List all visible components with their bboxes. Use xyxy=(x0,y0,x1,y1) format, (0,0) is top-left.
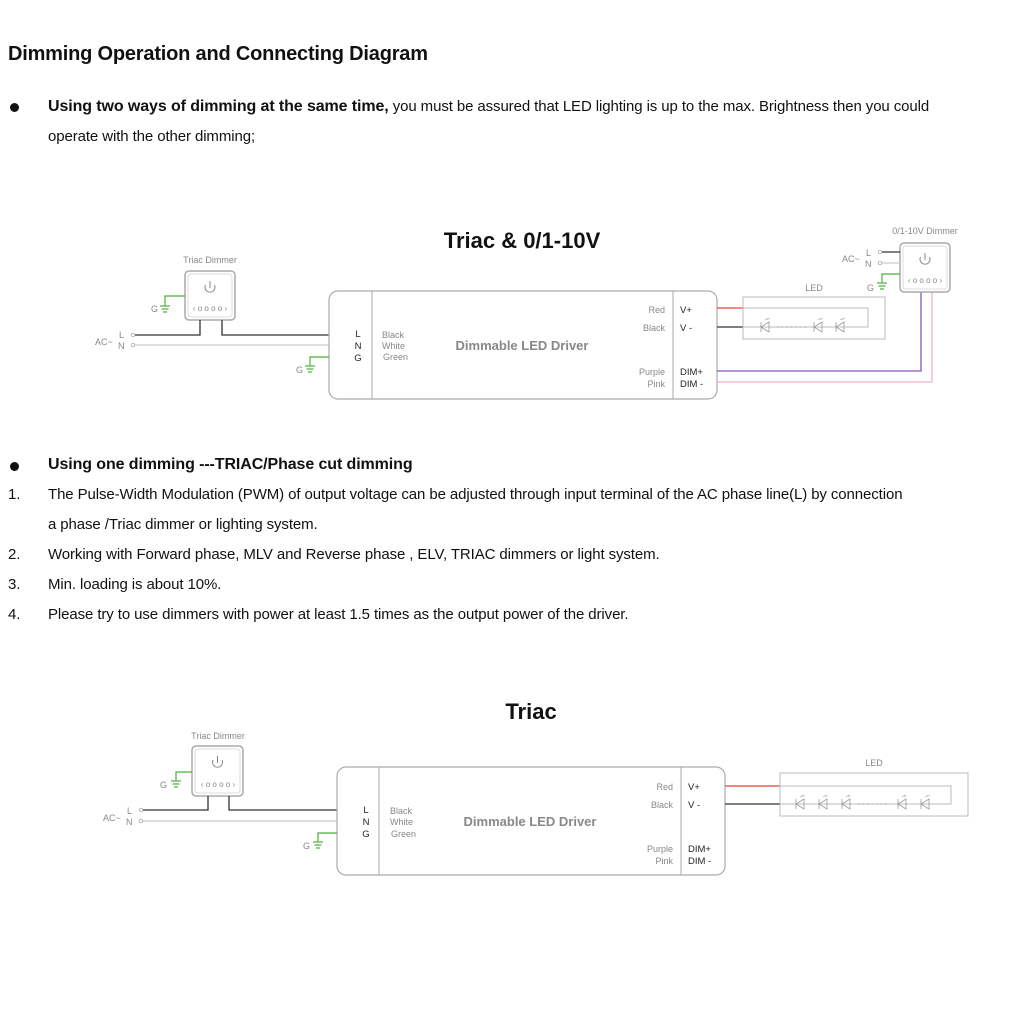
terminal-g: G xyxy=(362,829,370,840)
ground-icon xyxy=(877,283,887,289)
ground-icon xyxy=(160,306,170,312)
ground-label: G xyxy=(160,780,168,790)
list-item: Please try to use dimmers with power at least 1.5 times as the output power of the driver. xyxy=(48,606,629,623)
led-strip xyxy=(743,283,885,339)
terminal-v-minus: V - xyxy=(680,323,693,334)
ground-label: G xyxy=(867,283,875,293)
section1-text-cont: operate with the other dimming; xyxy=(48,128,256,145)
ground-label: G xyxy=(151,304,159,314)
terminal-l: L xyxy=(363,805,369,816)
wire-color-pink: Pink xyxy=(655,856,673,866)
led-strip xyxy=(780,758,968,816)
ac-label: AC~ xyxy=(842,254,860,264)
page-title: Dimming Operation and Connecting Diagram xyxy=(8,43,428,65)
wire-color-black: Black xyxy=(650,800,673,810)
l-label: L xyxy=(127,806,133,816)
wire-color-green: Green xyxy=(383,352,409,362)
ground-icon xyxy=(171,781,181,787)
wire-color-black: Black xyxy=(390,806,413,816)
l-label: L xyxy=(866,248,872,258)
ground-icon xyxy=(305,366,315,372)
0-10v-dimmer-label: 0/1-10V Dimmer xyxy=(892,226,958,236)
ground-label: G xyxy=(303,841,311,851)
driver-label: Dimmable LED Driver xyxy=(463,814,597,829)
terminal-dim-plus: DIM+ xyxy=(680,367,703,378)
0-10v-dimmer xyxy=(892,226,958,292)
section1-bold: Using two ways of dimming at the same time, xyxy=(48,98,389,115)
slider-dots: ‹ o o o o › xyxy=(192,304,228,313)
led-driver xyxy=(329,291,717,399)
terminal-dim-minus: DIM - xyxy=(680,379,704,390)
wire-color-purple: Purple xyxy=(638,367,665,377)
driver-label: Dimmable LED Driver xyxy=(455,338,589,353)
list-item: Min. loading is about 10%. xyxy=(48,576,222,593)
n-label: N xyxy=(865,259,872,269)
list-number: 2. xyxy=(8,546,21,563)
wire-color-red: Red xyxy=(648,305,665,315)
terminal-v-plus: V+ xyxy=(680,305,692,316)
ground-label: G xyxy=(296,365,304,375)
n-label: N xyxy=(126,817,133,827)
ac-label: AC~ xyxy=(95,337,113,347)
led-label: LED xyxy=(805,283,823,293)
diagram-triac xyxy=(103,699,968,875)
diagram-title: Triac & 0/1-10V xyxy=(443,228,601,253)
list-item-cont: a phase /Triac dimmer or lighting system. xyxy=(48,516,318,533)
wire-color-purple: Purple xyxy=(646,844,673,854)
terminal-n: N xyxy=(362,817,370,828)
list-item: The Pulse-Width Modulation (PWM) of output voltage can be adjusted through input terminal of the AC phase line(L) by connection xyxy=(48,486,903,503)
led-label: LED xyxy=(865,758,883,768)
list-number: 3. xyxy=(8,576,21,593)
terminal-v-minus: V - xyxy=(688,800,701,811)
terminal-l: L xyxy=(355,329,361,340)
section2-heading: Using one dimming ---TRIAC/Phase cut dimming xyxy=(48,456,413,473)
wire-color-white: White xyxy=(390,817,414,827)
triac-dimmer-label: Triac Dimmer xyxy=(183,255,237,265)
wire-color-white: White xyxy=(382,341,406,351)
wire-color-green: Green xyxy=(391,829,417,839)
terminal-g: G xyxy=(354,353,362,364)
diagram-title: Triac xyxy=(505,699,557,724)
wire-color-black: Black xyxy=(642,323,665,333)
ac-label: AC~ xyxy=(103,813,121,823)
led-driver xyxy=(337,767,725,875)
list-number: 1. xyxy=(8,486,21,503)
triac-dimmer xyxy=(191,731,245,796)
n-label: N xyxy=(118,341,125,351)
list-number: 4. xyxy=(8,606,21,623)
diagram-triac-0-10v xyxy=(95,226,958,399)
triac-dimmer xyxy=(183,255,237,320)
terminal-n: N xyxy=(354,341,362,352)
ground-icon xyxy=(313,842,323,848)
terminal-v-plus: V+ xyxy=(688,782,700,793)
slider-dots: ‹ o o o o › xyxy=(200,780,236,789)
wire-color-red: Red xyxy=(656,782,673,792)
wire-color-black: Black xyxy=(382,330,405,340)
wire-color-pink: Pink xyxy=(647,379,665,389)
triac-dimmer-label: Triac Dimmer xyxy=(191,731,245,741)
terminal-dim-minus: DIM - xyxy=(688,856,712,867)
list-item: Working with Forward phase, MLV and Reverse phase , ELV, TRIAC dimmers or light system. xyxy=(48,546,660,563)
slider-dots: ‹ o o o o › xyxy=(907,276,943,285)
section1-text: you must be assured that LED lighting is up to the max. Brightness then you could xyxy=(388,98,930,115)
l-label: L xyxy=(119,330,125,340)
terminal-dim-plus: DIM+ xyxy=(688,844,711,855)
